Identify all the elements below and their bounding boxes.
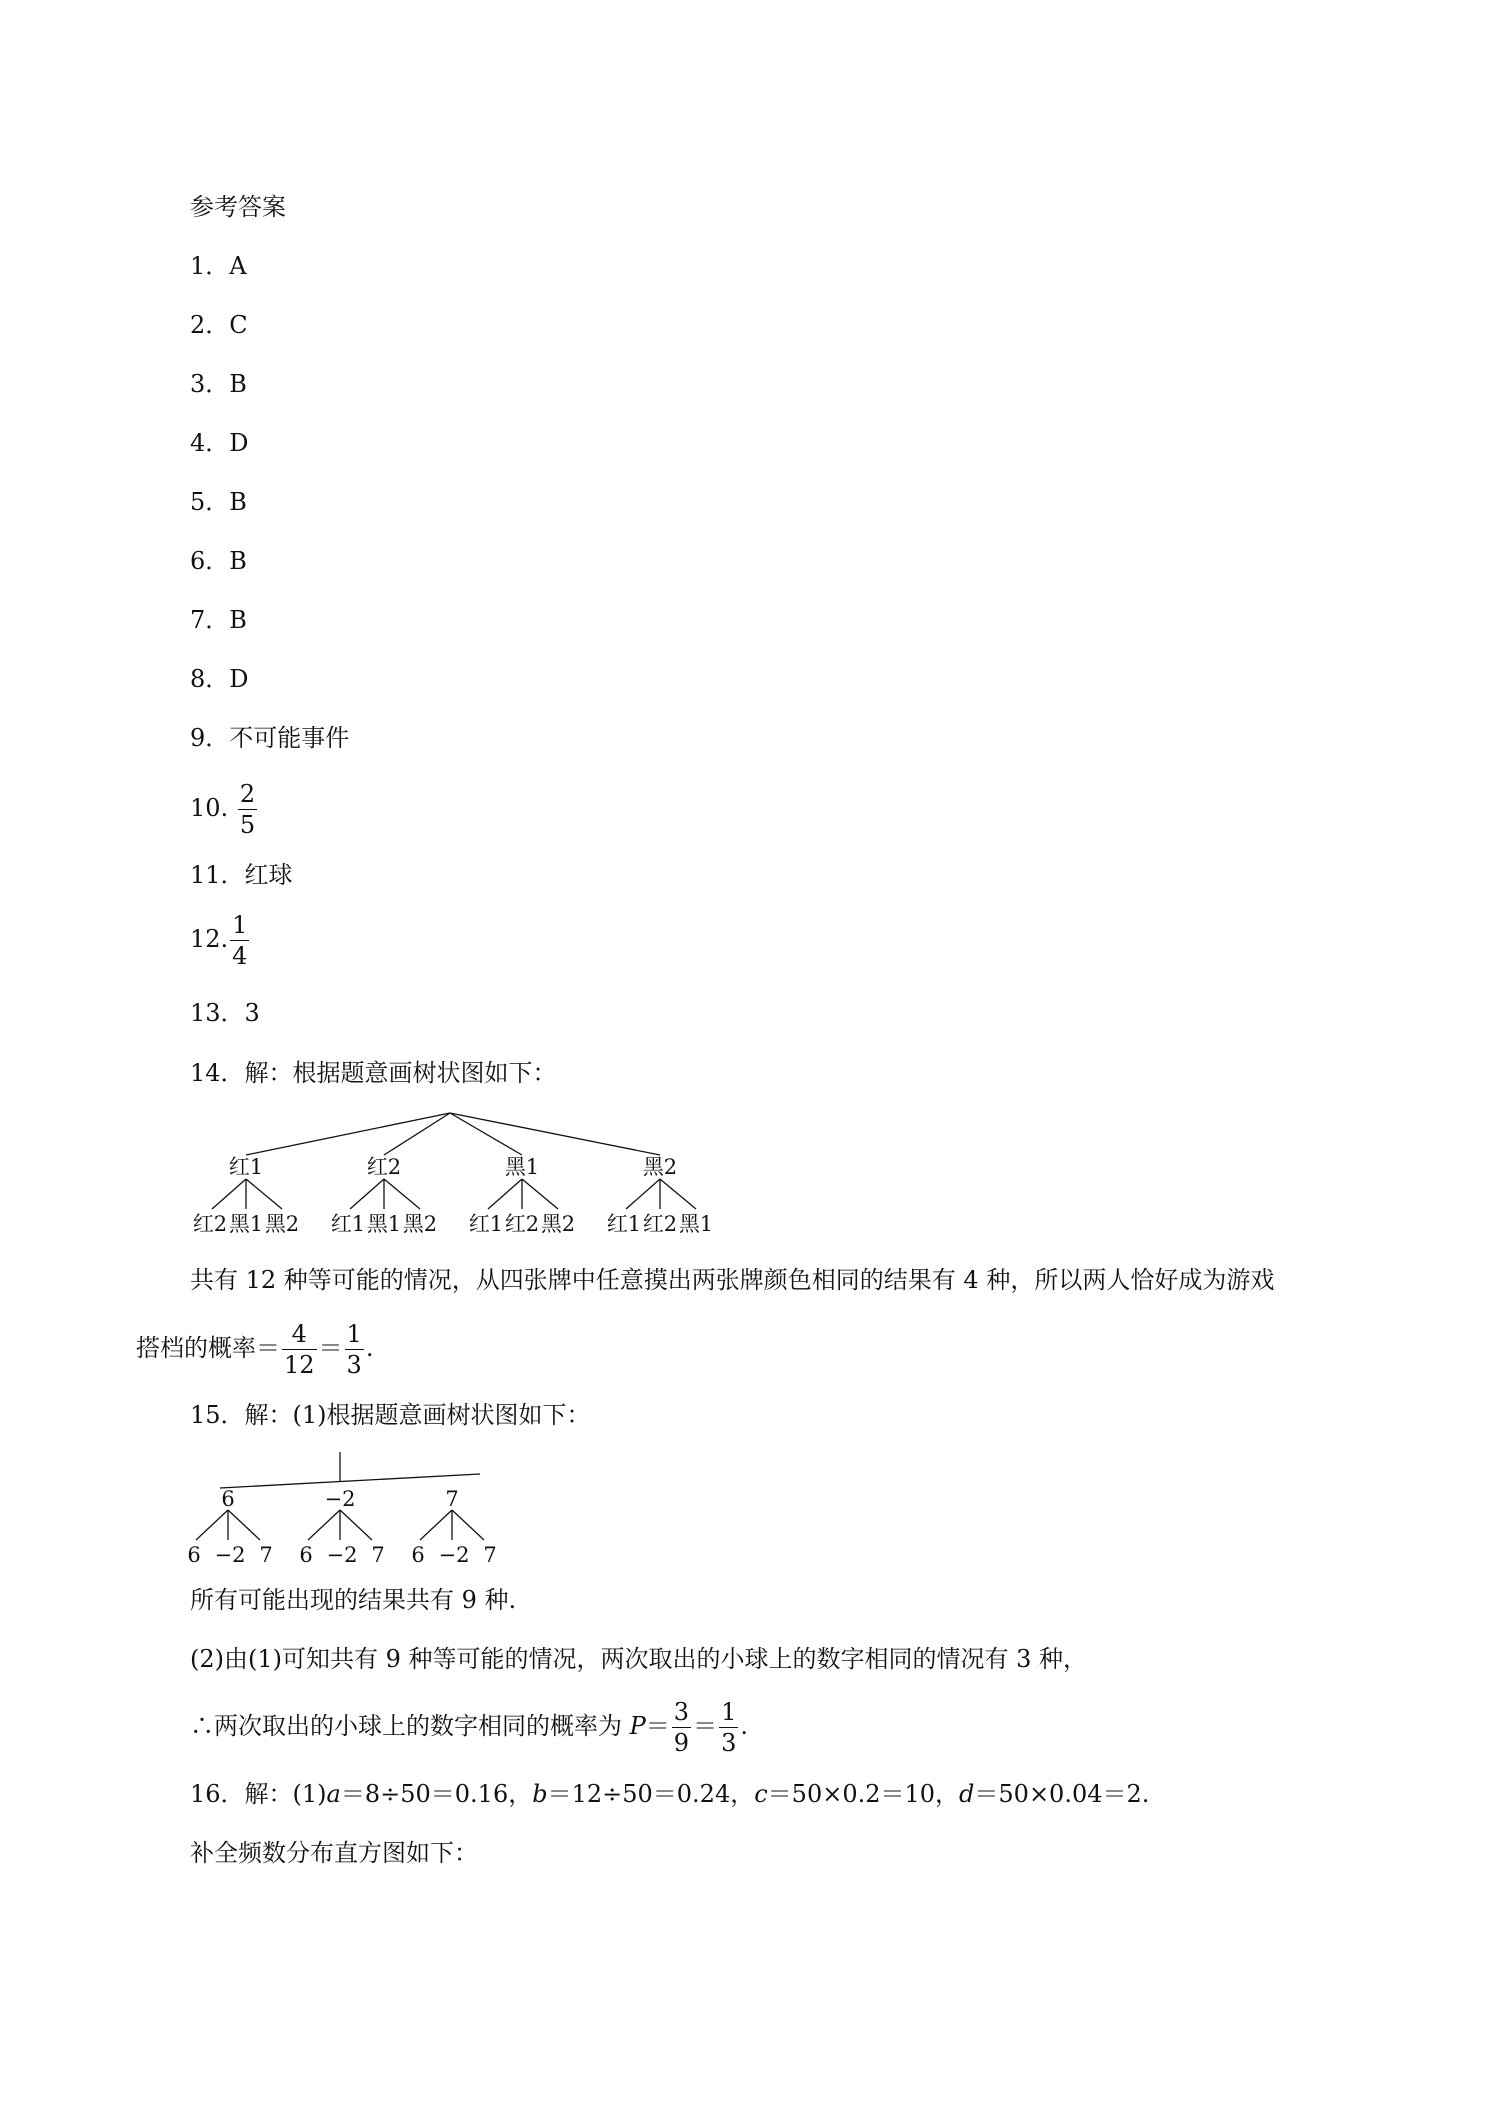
tree14-leaf: 黑1 (366, 1212, 402, 1235)
tree15-leaf: 6 (187, 1543, 201, 1567)
fraction: $\frac{1}{3}$ (346, 1320, 362, 1379)
tree14-leaf: 黑2 (264, 1212, 300, 1235)
tree14-node: 红2 (366, 1155, 402, 1179)
tree14-leaf: 黑1 (228, 1212, 264, 1235)
q15-intro: 15．解：(1)根据题意画树状图如下： (190, 1401, 591, 1429)
tree15-leaf: −2 (214, 1543, 246, 1567)
answer-1: 1．A (190, 252, 247, 280)
answer-4: 4．D (190, 429, 249, 457)
answer-5: 5．B (190, 488, 247, 516)
tree15-leaf: 6 (411, 1543, 425, 1567)
answer-13: 13．3 (190, 999, 260, 1027)
tree15-leaf: 6 (299, 1543, 313, 1567)
answer-3: 3．B (190, 370, 247, 398)
tree14-leaf: 黑2 (402, 1212, 438, 1235)
fraction: $\frac{4}{12}$ (284, 1320, 315, 1379)
answer-6: 6．B (190, 547, 247, 575)
tree-diagram-14 (190, 1105, 750, 1235)
q15-line-3: ∴两次取出的小球上的数字相同的概率为 P＝ $\frac{3}{9}$ ＝ $\frac{1}{3}$ . (190, 1698, 748, 1757)
answer-11: 11．红球 (190, 861, 293, 889)
answer-7: 7．B (190, 606, 247, 634)
tree15-node: 7 (445, 1487, 459, 1511)
tree14-node: 红1 (228, 1155, 264, 1179)
q16-line-2: 补全频数分布直方图如下： (190, 1839, 478, 1867)
answer-2: 2．C (190, 311, 248, 339)
tree14-node: 黑1 (504, 1155, 540, 1179)
tree15-node: 6 (221, 1487, 235, 1511)
tree15-leaf: −2 (438, 1543, 470, 1567)
tree14-leaf: 红2 (504, 1212, 540, 1235)
tree14-leaf: 红1 (468, 1212, 504, 1235)
q15-line-2: (2)由(1)可知共有 9 种等可能的情况，两次取出的小球上的数字相同的情况有 3 种， (190, 1645, 1088, 1673)
tree14-leaf: 红1 (330, 1212, 366, 1235)
tree-diagram-15 (180, 1448, 520, 1568)
tree14-leaf: 黑2 (540, 1212, 576, 1235)
fraction: $\frac{3}{9}$ (673, 1698, 690, 1757)
answer-12: 12. $\frac{1}{4}$ (190, 911, 248, 970)
tree15-leaf: 7 (371, 1543, 385, 1567)
fraction: $\frac{1}{3}$ (721, 1698, 737, 1757)
tree14-leaf: 红2 (642, 1212, 678, 1235)
answer-8: 8．D (190, 665, 249, 693)
q15-line-1: 所有可能出现的结果共有 9 种. (190, 1586, 517, 1614)
q14-intro: 14．解：根据题意画树状图如下： (190, 1059, 557, 1087)
tree15-leaf: 7 (259, 1543, 273, 1567)
answer-10: 10. $\frac{2}{5}$ (190, 780, 256, 839)
fraction: $\frac{1}{4}$ (232, 911, 248, 970)
q16-line-1: 16．解：(1)a＝8÷50＝0.16，b＝12÷50＝0.24，c＝50×0.2＝10，d＝50×0.04＝2. (190, 1780, 1150, 1808)
tree14-node: 黑2 (642, 1155, 678, 1179)
tree14-leaf: 黑1 (678, 1212, 714, 1235)
tree15-leaf: 7 (483, 1543, 497, 1567)
page-heading: 参考答案 (190, 193, 286, 221)
tree15-node: −2 (324, 1487, 356, 1511)
tree14-branches (212, 1113, 696, 1209)
answer-9: 9．不可能事件 (190, 724, 350, 752)
q14-text-2: 搭档的概率＝ $\frac{4}{12}$ ＝ $\frac{1}{3}$ . (136, 1320, 374, 1379)
tree14-leaf: 红1 (606, 1212, 642, 1235)
tree15-leaf: −2 (326, 1543, 358, 1567)
tree14-leaf: 红2 (192, 1212, 228, 1235)
q14-text-1: 共有 12 种等可能的情况，从四张牌中任意摸出两张牌颜色相同的结果有 4 种，所以两人恰好成为游戏 (190, 1266, 1275, 1294)
fraction: $\frac{2}{5}$ (239, 780, 256, 839)
